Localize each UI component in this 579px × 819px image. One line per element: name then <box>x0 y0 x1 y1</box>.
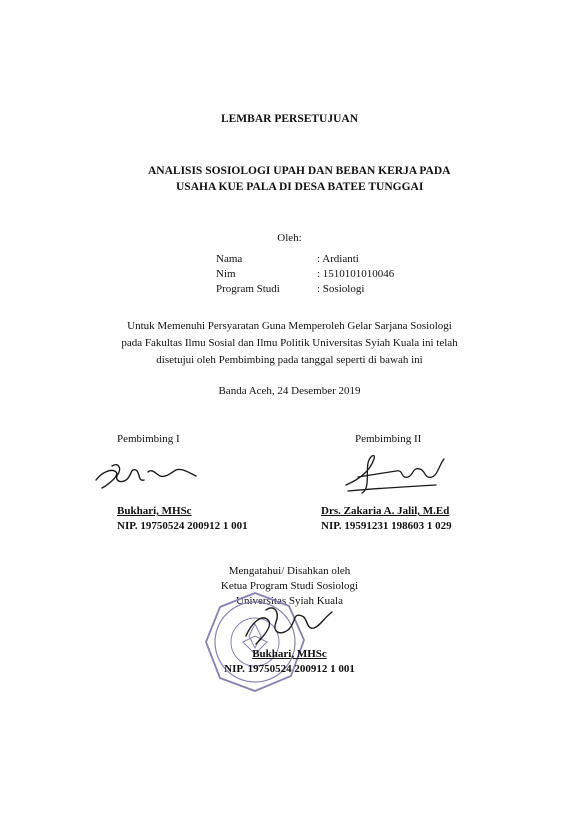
advisor1-signature <box>92 458 202 498</box>
advisor2-nip: NIP. 19591231 198603 1 029 <box>321 520 452 532</box>
advisor1-nip: NIP. 19750524 200912 1 001 <box>117 520 248 532</box>
nim-value: : 1510101010046 <box>317 268 395 280</box>
approval-line2: Ketua Program Studi Sosiologi <box>220 580 359 592</box>
name-label: Nama <box>216 253 243 265</box>
thesis-title-line2: USAHA KUE PALA DI DESA BATEE TUNGGAI <box>176 181 424 193</box>
program-value: : Sosiologi <box>317 283 365 295</box>
nim-label: Nim <box>216 268 236 280</box>
purpose-line1: Untuk Memenuhi Persyaratan Guna Memperoleh Gelar Sarjana Sosiologi <box>127 320 452 332</box>
approval-line3: Universitas Syiah Kuala <box>236 595 343 607</box>
approval-name: Bukhari, MHSc <box>252 648 327 660</box>
name-value: : Ardianti <box>317 253 359 265</box>
approval-nip: NIP. 19750524 200912 1 001 <box>224 663 355 675</box>
advisor2-name: Drs. Zakaria A. Jalil, M.Ed <box>321 505 450 517</box>
place-date: Banda Aceh, 24 Desember 2019 <box>218 385 361 397</box>
advisor2-signature <box>340 449 460 499</box>
by-label: Oleh: <box>277 232 302 244</box>
thesis-title-line1: ANALISIS SOSIOLOGI UPAH DAN BEBAN KERJA PADA <box>148 165 451 177</box>
advisor1-name: Bukhari, MHSc <box>117 505 192 517</box>
purpose-line2: pada Fakultas Ilmu Sosial dan Ilmu Politik Universitas Syiah Kuala ini telah <box>121 337 458 349</box>
advisor1-label: Pembimbing I <box>117 433 180 445</box>
page-heading: LEMBAR PERSETUJUAN <box>220 113 359 125</box>
approval-line1: Mengatahui/ Disahkan oleh <box>228 565 351 577</box>
purpose-line3: disetujui oleh Pembimbing pada tanggal seperti di bawah ini <box>156 354 423 366</box>
program-label: Program Studi <box>216 283 280 295</box>
advisor2-label: Pembimbing II <box>355 433 422 445</box>
